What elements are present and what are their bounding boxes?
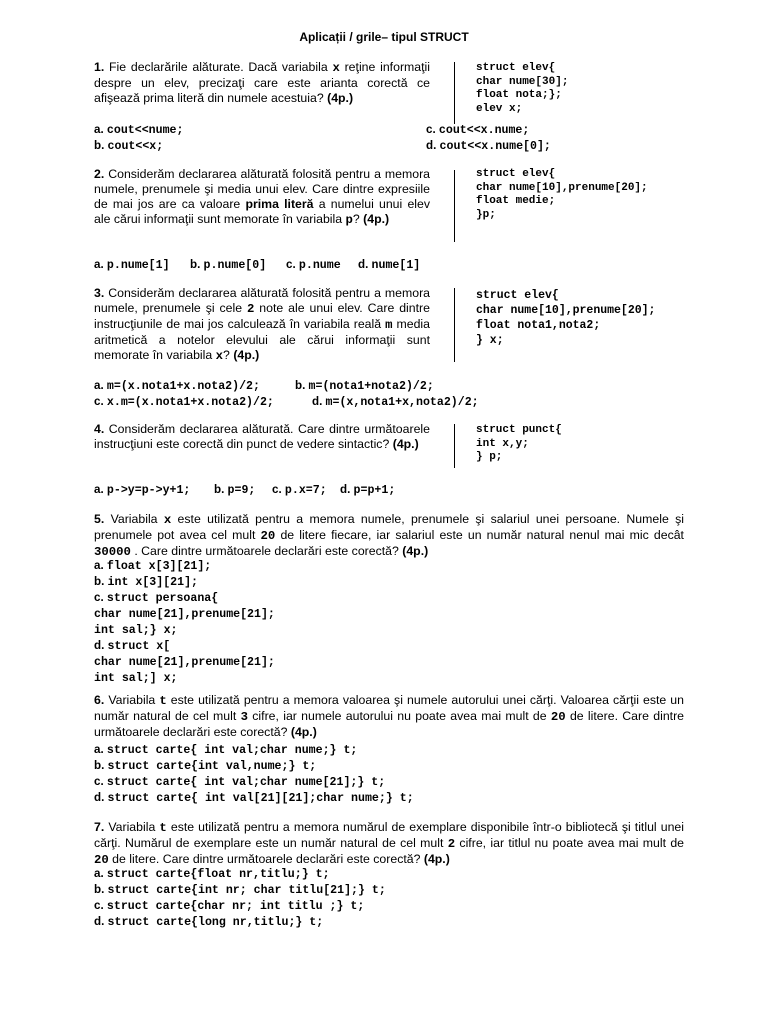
option-a[interactable]: a. float x[3][21]; bbox=[94, 559, 212, 573]
divider-line bbox=[454, 288, 455, 362]
option-d[interactable]: d. struct x[ bbox=[94, 639, 171, 653]
option-a[interactable]: a. cout<<nume; bbox=[94, 123, 184, 137]
problem-1-text: 1. Fie declarările alăturate. Dacă variabila x reţine informaţii despre un elev, precizaţi care este arianta corectă ce afişează prima literă din numele acestuia? (4p.) bbox=[94, 60, 430, 105]
option-d[interactable]: d. struct carte{ int val[21][21];char nume;} t; bbox=[94, 791, 414, 805]
problem-number: 7. bbox=[94, 820, 105, 834]
problem-2-text: 2. Considerăm declararea alăturată folosită pentru a memora numele, prenumele şi media unui elev. Care dintre expresiile de mai jos are ca valoare prima literă a numelui unui elev ale cărui informaţii sunt memorate în variabila p? (4p.) bbox=[94, 167, 430, 227]
problem-7-text: 7. Variabila t este utilizată pentru a memora numărul de exemplare disponibile într-o bibliotecă şi titlul unei cărţi. Numărul de exemplare este un număr natural de cel mult 2 cifre, iar titlul nu poate avea mai mult de 20 de litere. Care dintre următoarele declarări este corectă? (4p.) bbox=[94, 820, 684, 867]
divider-line bbox=[454, 424, 455, 468]
option-d-line: int sal;] x; bbox=[94, 672, 178, 685]
option-a[interactable]: a. struct carte{ int val;char nume;} t; bbox=[94, 743, 358, 757]
points: (4p.) bbox=[423, 852, 450, 866]
option-b[interactable]: b. p.nume[0] bbox=[190, 258, 267, 272]
problem-6-text: 6. Variabila t este utilizată pentru a memora valoarea şi numele autorului unei cărţi. Valoarea cărţii este un număr natural de cel mult 3 cifre, iar numele autorului nu poate avea mai mult de 20 de litere. Care dintre următoarele declarări este corectă? (4p.) bbox=[94, 693, 685, 739]
points: (4p.) bbox=[402, 544, 429, 558]
points: (4p.) bbox=[327, 91, 354, 105]
problem-4-code: struct punct{ int x,y; } p; bbox=[476, 424, 562, 463]
points: (4p.) bbox=[233, 348, 260, 362]
problem-6-options bbox=[94, 742, 414, 806]
divider-line bbox=[454, 62, 455, 124]
problem-2-code: struct elev{ char nume[10],prenume[20]; float medie; }p; bbox=[476, 168, 648, 221]
problem-4-text: 4. Considerăm declararea alăturată. Care dintre următoarele instrucţiuni este corectă din punct de vedere sintactic? (4p.) bbox=[94, 422, 430, 451]
option-c[interactable]: c. p.x=7; bbox=[272, 483, 327, 497]
option-d[interactable]: d. cout<<x.nume[0]; bbox=[426, 139, 551, 153]
option-d[interactable]: d. nume[1] bbox=[358, 258, 421, 272]
points: (4p.) bbox=[363, 212, 390, 226]
option-a[interactable]: a. m=(x.nota1+x.nota2)/2; bbox=[94, 379, 260, 393]
problem-1-code: struct elev{ char nume[30]; float nota;}; elev x; bbox=[476, 62, 569, 115]
option-b[interactable]: b. struct carte{int val,nume;} t; bbox=[94, 759, 317, 773]
option-b[interactable]: b. cout<<x; bbox=[94, 139, 164, 153]
problem-number: 4. bbox=[94, 422, 105, 436]
option-c[interactable]: c. x.m=(x.nota1+x.nota2)/2; bbox=[94, 395, 274, 409]
option-d[interactable]: d. m=(x,nota1+x,nota2)/2; bbox=[312, 395, 479, 409]
option-a[interactable]: a. struct carte{float nr,titlu;} t; bbox=[94, 867, 330, 881]
option-c-line: char nume[21],prenume[21]; bbox=[94, 608, 275, 621]
divider-line bbox=[454, 170, 455, 242]
problem-number: 5. bbox=[94, 512, 105, 526]
problem-3-code: struct elev{ char nume[10],prenume[20]; float nota1,nota2; } x; bbox=[476, 289, 656, 347]
problem-5-text: 5. Variabila x este utilizată pentru a memora numele, prenumele şi salariul unei persoane. Numele şi prenumele pot avea cel mult 20 de litere fiecare, iar salariul este un număr natural nenul mai mic decât 30000 . Care dintre următoarele declarări este corectă? (4p.) bbox=[94, 512, 684, 559]
page-title: Aplicații / grile– tipul STRUCT bbox=[299, 30, 469, 44]
option-b[interactable]: b. struct carte{int nr; char titlu[21];} t; bbox=[94, 883, 386, 897]
problem-5-options bbox=[94, 558, 275, 686]
option-b[interactable]: b. int x[3][21]; bbox=[94, 575, 198, 589]
points: (4p.) bbox=[392, 437, 419, 451]
option-c[interactable]: c. struct carte{char nr; int titlu ;} t; bbox=[94, 899, 365, 913]
option-a[interactable]: a. p->y=p->y+1; bbox=[94, 483, 191, 497]
option-d[interactable]: d. p=p+1; bbox=[340, 483, 396, 497]
problem-number: 6. bbox=[94, 693, 105, 707]
option-a[interactable]: a. p.nume[1] bbox=[94, 258, 170, 272]
option-d-line: char nume[21],prenume[21]; bbox=[94, 656, 275, 669]
problem-3-text: 3. Considerăm declararea alăturată folosită pentru a memora numele, prenumele şi cele 2 note ale unui elev. Care dintre instrucţiunile de mai jos calculează în variabila reală m media aritmetică a notelor elevului ale cărui informaţii sunt memorate în variabila x? (4p.) bbox=[94, 286, 430, 363]
problem-number: 1. bbox=[94, 60, 105, 74]
option-b[interactable]: b. m=(nota1+nota2)/2; bbox=[295, 379, 434, 393]
option-c[interactable]: c. cout<<x.nume; bbox=[426, 123, 530, 137]
option-c-line: int sal;} x; bbox=[94, 624, 178, 637]
option-d[interactable]: d. struct carte{long nr,titlu;} t; bbox=[94, 915, 324, 929]
points: (4p.) bbox=[290, 725, 317, 739]
option-c[interactable]: c. struct carte{ int val;char nume[21];} t; bbox=[94, 775, 386, 789]
problem-number: 2. bbox=[94, 167, 105, 181]
problem-7-options bbox=[94, 866, 386, 930]
problem-number: 3. bbox=[94, 286, 105, 300]
option-b[interactable]: b. p=9; bbox=[214, 483, 256, 497]
option-c[interactable]: c. p.nume bbox=[286, 258, 341, 272]
option-c[interactable]: c. struct persoana{ bbox=[94, 591, 219, 605]
